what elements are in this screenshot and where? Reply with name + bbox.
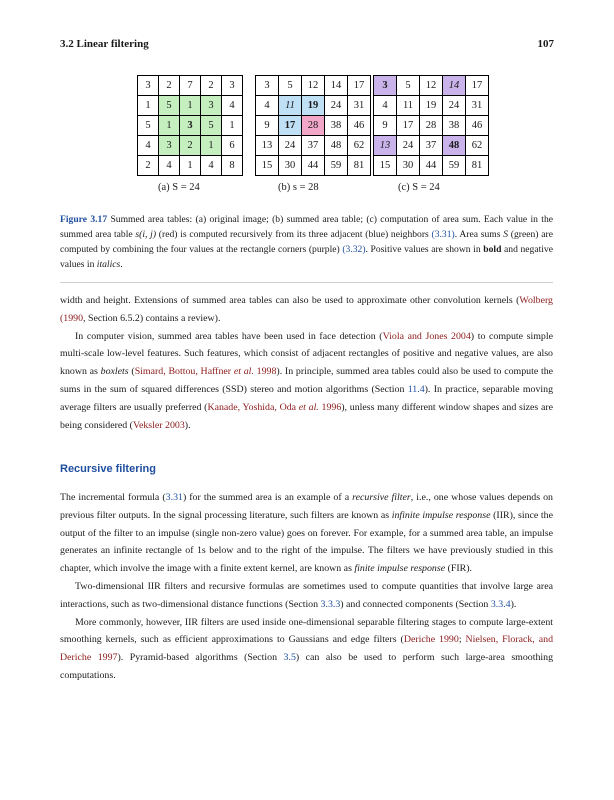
subfigure-label-c: (c) S = 24 [398,182,440,193]
text: More commonly, however, IIR filters are used inside one-dimensional separable filtering stages to compute large-extent smoothing kernels, such as efficient approximations to Gaussians and edge filters ( [60,616,553,646]
text: ) and connected components (Section [340,598,491,610]
section-link[interactable]: 3.3.3 [320,598,341,610]
table-cell-blue: 11 [279,96,302,116]
table-cell: 3 [256,76,279,96]
table-cell-purple: 3 [374,76,397,96]
citation-link[interactable] [135,366,277,377]
table-cell-purple: 48 [443,136,466,156]
table-cell: 8 [222,156,243,176]
table-cell: 6 [222,136,243,156]
text: ). [510,598,517,610]
citation-authors: Simard, Bottou, Haffner [134,366,234,378]
text: ) to compute simple multi-scale low-level features. Such features, which consist of adjacent rectangles of positive and negative values, are also known as [60,330,553,378]
caption-text: (red) is computed recursively from its three adjacent (blue) neighbors [156,229,432,240]
figure-number: Figure 3.17 [60,214,108,225]
emphasis: finite impulse response [354,563,446,575]
table-cell-green: 1 [159,116,180,136]
table-cell: 4 [201,156,222,176]
table-cell: 15 [256,156,279,176]
table-cell: 9 [374,116,397,136]
table-row [374,96,489,116]
table-row [256,116,371,136]
paragraph [60,328,553,435]
text: ). [184,419,191,431]
text: ) for the summed area is an example of a [182,492,353,503]
equation-link[interactable]: 3.31 [165,492,183,503]
table-cell: 17 [397,116,420,136]
table-cell-green: 5 [201,116,222,136]
table-row [256,136,371,156]
section-link[interactable]: 3.5 [283,652,296,664]
table-cell: 24 [279,136,302,156]
page-number: 107 [537,38,554,50]
text: width and height. Extensions of summed area tables can also be used to approximate other convolution kernels ( [60,295,520,306]
text: ). In practice, separable moving average filters are usually preferred ( [60,383,554,413]
table-row [138,76,243,96]
text: ). In principle, summed area tables could also be used to compute the sums in the sum of squared differences (SSD) stereo and motion algorithms (Section [60,366,554,395]
caption-text: (green) are computed by combining the four values at the rectangle corners (purple) [60,229,553,255]
table-row [374,116,489,136]
table-row [138,96,243,116]
caption-text: . [120,259,123,270]
citation-link[interactable]: Viola and Jones 2004 [382,330,471,342]
table-cell: 48 [325,136,348,156]
citation-etal: et al. [298,401,319,413]
table-cell: 4 [374,96,397,116]
subfigure-label-b: (b) s = 28 [278,182,319,193]
citation-year: 1998 [253,366,277,378]
caption-text: . Area sums [454,229,504,240]
table-cell: 7 [180,76,201,96]
table-cell: 12 [302,76,325,96]
table-cell: 5 [279,76,302,96]
table-cell: 1 [222,116,243,136]
citation-link[interactable]: Veksler 2003 [132,419,185,431]
table-cell: 38 [325,116,348,136]
table-cell-green: 3 [201,96,222,116]
table-cell: 31 [466,96,489,116]
table-cell: 46 [466,116,489,136]
body-text-upper [60,292,553,434]
table-cell: 46 [348,116,371,136]
citation-link[interactable]: Deriche 1990 [403,634,459,646]
table-cell: 19 [420,96,443,116]
table-cell: 37 [302,136,325,156]
table-cell: 13 [256,136,279,156]
text: ; [458,634,466,646]
table-row [256,156,371,176]
table-row [256,96,371,116]
paragraph [60,292,553,328]
table-cell: 4 [256,96,279,116]
citation-year: 1996 [318,401,342,413]
caption-divider [60,282,553,283]
table-cell: 24 [397,136,420,156]
text: (FIR). [445,563,472,575]
table-cell: 30 [279,156,302,176]
table-cell-blue: 19 [302,96,325,116]
table-original-image [137,75,243,176]
table-cell: 3 [138,76,159,96]
text: In computer vision, summed area tables have been used in face detection ( [75,330,383,342]
table-row [138,156,243,176]
table-cell: 59 [325,156,348,176]
text: , i.e., one whose values depends on previous filter outputs. In the signal processing literature, such filters are known as [60,492,553,521]
table-cell-green: 3 [159,136,180,156]
text: ). Pyramid-based algorithms (Section [117,652,284,664]
table-row [138,136,243,156]
table-cell: 81 [466,156,489,176]
table-cell: 17 [348,76,371,96]
table-cell: 28 [420,116,443,136]
table-cell-green: 3 [180,116,201,136]
section-link[interactable]: 11.4 [407,383,425,395]
table-cell: 38 [443,116,466,136]
text: The incremental formula ( [60,492,166,503]
emphasis: recursive filter [352,492,411,503]
table-cell: 1 [138,96,159,116]
table-cell: 3 [222,76,243,96]
table-cell: 5 [138,116,159,136]
table-cell: 1 [180,156,201,176]
math-S: S [503,229,509,240]
table-cell-green: 2 [180,136,201,156]
table-cell: 12 [420,76,443,96]
section-heading: Recursive filtering [60,463,156,475]
table-cell: 11 [397,96,420,116]
table-cell-red: 28 [302,116,325,136]
text: ), unless many different window shapes and sizes are being considered ( [60,401,553,431]
paragraph [60,489,553,578]
table-cell: 44 [302,156,325,176]
section-link[interactable]: 3.3.4 [490,598,511,610]
table-cell: 81 [348,156,371,176]
table-cell: 4 [159,156,180,176]
table-cell: 24 [443,96,466,116]
table-cell: 4 [138,136,159,156]
section-title: 3.2 Linear filtering [60,38,149,50]
table-summed-area [255,75,371,176]
table-cell: 2 [201,76,222,96]
table-cell: 4 [222,96,243,116]
table-area-sum [373,75,489,176]
body-text-lower [60,489,553,685]
table-cell: 30 [397,156,420,176]
caption-italic-word: italics [96,259,121,270]
table-cell: 37 [420,136,443,156]
table-cell: 59 [443,156,466,176]
text: Two-dimensional IIR filters and recursive formulas are sometimes used to compute quantities that involve large area interactions, such as two-dimensional distance functions (Section [60,580,553,610]
paragraph [60,578,553,614]
math-s: s(i, j) [135,229,157,240]
table-cell: 31 [348,96,371,116]
table-cell: 14 [325,76,348,96]
text: (IIR), since the output of the filter to an impulse (single non-zero value) goes on forever. For example, for a summed area table, an impulse generates an infinite rectangle of 1s below and to the right of the impulse. The filters we have previously studied in this chapter, which involve the image with a finite extent kernel, are known as [60,509,554,575]
table-cell: 17 [466,76,489,96]
table-cell: 5 [397,76,420,96]
equation-link[interactable]: (3.31) [431,229,455,240]
figure-caption [60,212,553,272]
table-row [374,136,489,156]
citation-link[interactable]: Wolberg (1990 [60,295,553,324]
caption-text: and negative values in [60,244,553,270]
table-cell-purple: 13 [374,136,397,156]
citation-link[interactable]: Nielsen, Florack, and Deriche 1997 [60,634,554,664]
table-cell-green: 1 [201,136,222,156]
text: , Section 6.5.2) contains a review). [83,312,221,324]
table-cell: 44 [420,156,443,176]
table-cell-blue: 17 [279,116,302,136]
text: ) can also be used to perform such large-area smoothing computations. [60,652,554,681]
table-cell: 2 [159,76,180,96]
caption-text: . Positive values are shown in [365,244,484,255]
paragraph [60,614,553,685]
table-row [256,76,371,96]
equation-link[interactable]: (3.32) [342,244,366,255]
emphasis: infinite impulse response [391,509,491,521]
table-row [374,156,489,176]
citation-authors: Kanade, Yoshida, Oda [207,401,299,413]
table-cell: 62 [348,136,371,156]
caption-bold-word: bold [483,244,502,255]
subfigure-label-a: (a) S = 24 [158,182,200,193]
table-cell-green: 1 [180,96,201,116]
caption-text: Summed area tables: (a) original image; (b) summed area table; (c) computation of area sum. Each value in the summed area table [60,214,553,240]
emphasis: boxlets [100,366,129,378]
table-cell: 62 [466,136,489,156]
citation-etal: et al. [233,366,254,378]
table-cell-green: 5 [159,96,180,116]
table-cell: 9 [256,116,279,136]
table-cell: 15 [374,156,397,176]
table-cell: 2 [138,156,159,176]
text: ( [128,366,135,378]
table-row [374,76,489,96]
table-cell: 24 [325,96,348,116]
citation-link[interactable] [207,402,341,413]
table-cell-purple: 14 [443,76,466,96]
table-row [138,116,243,136]
